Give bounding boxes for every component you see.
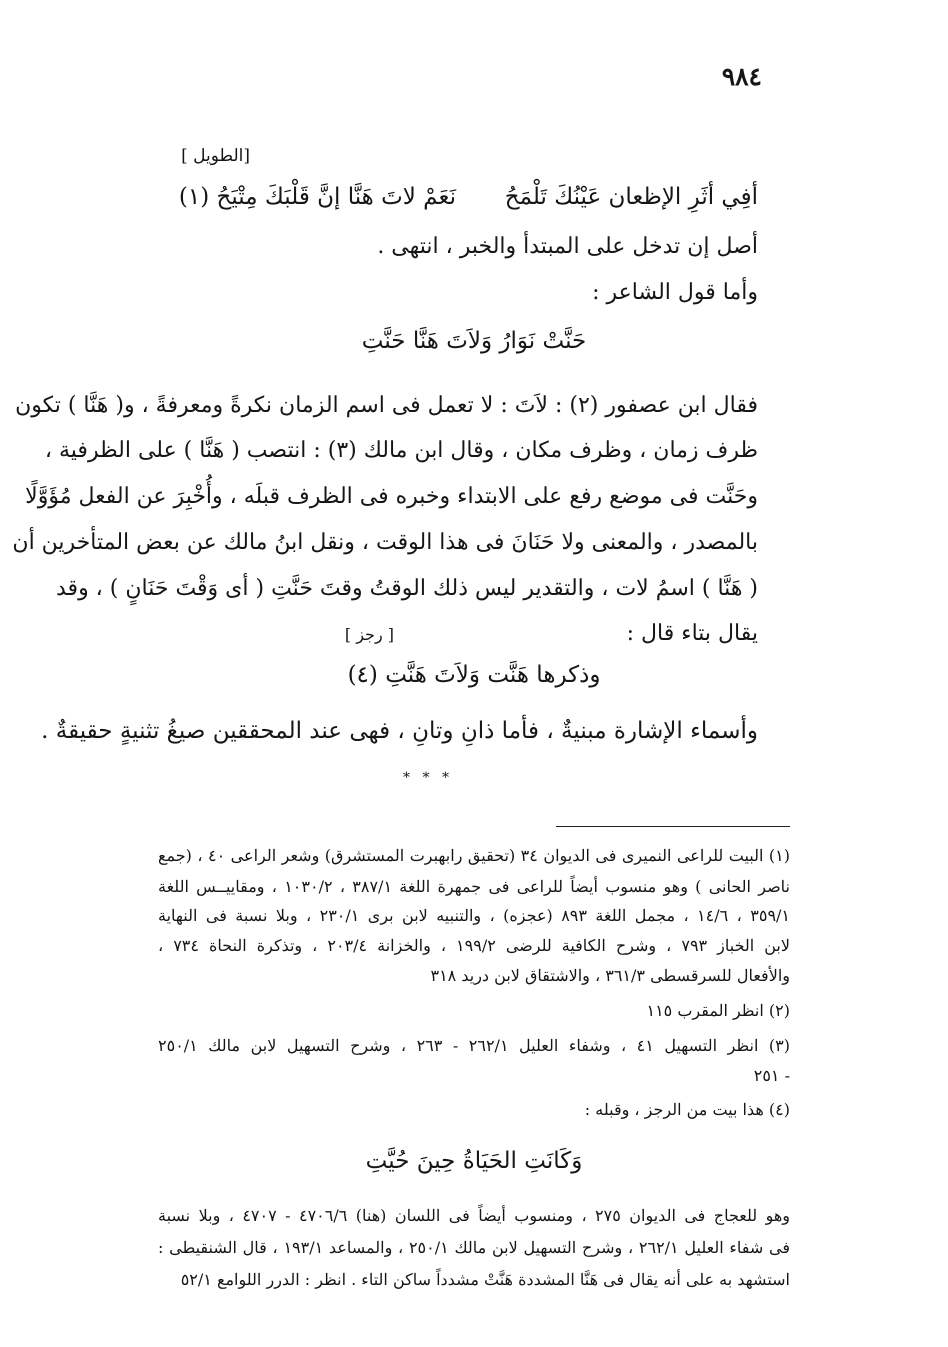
footnote-line: والأفعال للسرقسطى ٣٦١/٣ ، والاشتقاق لابن دريد ٣١٨ <box>430 966 790 985</box>
footnote-line: - ٢٥١ <box>753 1066 790 1085</box>
footnote-line: ناصر الحانى ) وهو منسوب أيضاً للراعى فى جمهرة اللغة ٣٨٧/١ ، ١٠٣٠/٢ ، ومقاييــس اللغة <box>158 877 791 896</box>
paragraph-line: ( هَنَّا ) اسمُ لات ، والتقدير ليس ذلك الوقتُ وقتَ حَنَّتِ ( أى وَقْتَ حَنَانٍ ) ، وقد <box>56 576 758 601</box>
text-line: وأسماء الإشارة مبنيةٌ ، فأما ذانِ وتانِ ، فهى عند المحققين صيغُ تثنيةٍ حقيقةٌ . <box>41 718 758 744</box>
paragraph-line: وحَنَّت فى موضع رفع على الابتداء وخبره فى الظرف قبلَه ، وأُخْبِرَ عن الفعل مُؤَوَّلًا <box>25 484 758 509</box>
page-number: ٩٨٤ <box>721 62 762 91</box>
meter-label: [الطويل ] <box>181 146 250 166</box>
verse-1-second-hemistich: نَعَمْ لاتَ هَنَّا إنَّ قَلْبَكَ مِتْيَحُ (١) <box>178 184 456 210</box>
text-line: وأما قول الشاعر : <box>592 280 758 305</box>
footnote-line: وهو للعجاج فى الديوان ٢٧٥ ، ومنسوب أيضاً فى اللسان (هنا) ٤٧٠٦/٦ - ٤٧٠٧ ، وبلا نسبة <box>158 1206 791 1225</box>
paragraph-line: بالمصدر ، والمعنى ولا حَنَانَ فى هذا الوقت ، ونقل ابنُ مالك عن بعض المتأخرين أن <box>12 530 758 555</box>
text-line: أصل إن تدخل على المبتدأ والخبر ، انتهى . <box>377 234 758 259</box>
paragraph-line: ظرف زمان ، وظرف مكان ، وقال ابن مالك (٣) : انتصب ( هَنَّا ) على الظرفية ، <box>44 438 758 463</box>
section-separator: * * * <box>403 770 453 786</box>
verse-2: حَنَّتْ نَوَارُ وَلاَتَ هَنَّا حَنَّتِ <box>361 328 587 354</box>
footnote-line: لابن الخباز ٧٩٣ ، وشرح الكافية للرضى ١٩٩/٢ ، والخزانة ٢٠٣/٤ ، وتذكرة النحاة ٧٣٤ ، <box>158 936 791 955</box>
footnote-line: (٢) انظر المقرب ١١٥ <box>646 1001 790 1020</box>
verse-1-first-hemistich: أفِي أثَرِ الإظعان عَيْنُكَ تَلْمَحُ <box>504 184 758 210</box>
footnote-line: (٤) هذا بيت من الرجز ، وقبله : <box>584 1100 790 1119</box>
paragraph-line: يقال بتاء قال : <box>626 621 758 646</box>
footnote-line: ٣٥٩/١ ، ١٤/٦ ، مجمل اللغة ٨٩٣ (عجزه) ، والتنبيه لابن برى ٢٣٠/١ ، وبلا نسبة فى النهاية <box>158 906 791 925</box>
footnote-line: (٣) انظر التسهيل ٤١ ، وشفاء العليل ٢٦٢/١ - ٢٦٣ ، وشرح التسهيل لابن مالك ٢٥٠/١ <box>158 1036 791 1055</box>
footnote-line: استشهد به على أنه يقال فى هَنَّا المشددة هَنَّتْ مشدداً ساكن التاء . انظر : الدرر اللوامع ٥٢/١ <box>180 1270 790 1289</box>
footnote-rule <box>556 826 790 827</box>
footnote-line: (١) البيت للراعى النميرى فى الديوان ٣٤ (تحقيق رابهبرت المستشرق) وشعر الراعى ٤٠ ، (جمع <box>158 846 790 865</box>
footnote-line: فى شفاء العليل ٢٦٢/١ ، وشرح التسهيل لابن مالك ٢٥٠/١ ، والمساعد ١٩٣/١ ، قال الشنقيطى : <box>158 1238 790 1257</box>
verse-3: وذكرها هَنَّت وَلاَتَ هَنَّتِ (٤) <box>347 662 601 688</box>
footnote-verse: وَكَانَتِ الحَيَاةُ حِينَ حُيَّتِ <box>365 1148 583 1174</box>
meter-label-rajaz: [ رجز ] <box>344 625 394 644</box>
paragraph-line: فقال ابن عصفور (٢) : لاَتَ : لا تعمل فى اسم الزمان نكرةً ومعرفةً ، و( هَنَّا ) تكون <box>15 393 758 418</box>
